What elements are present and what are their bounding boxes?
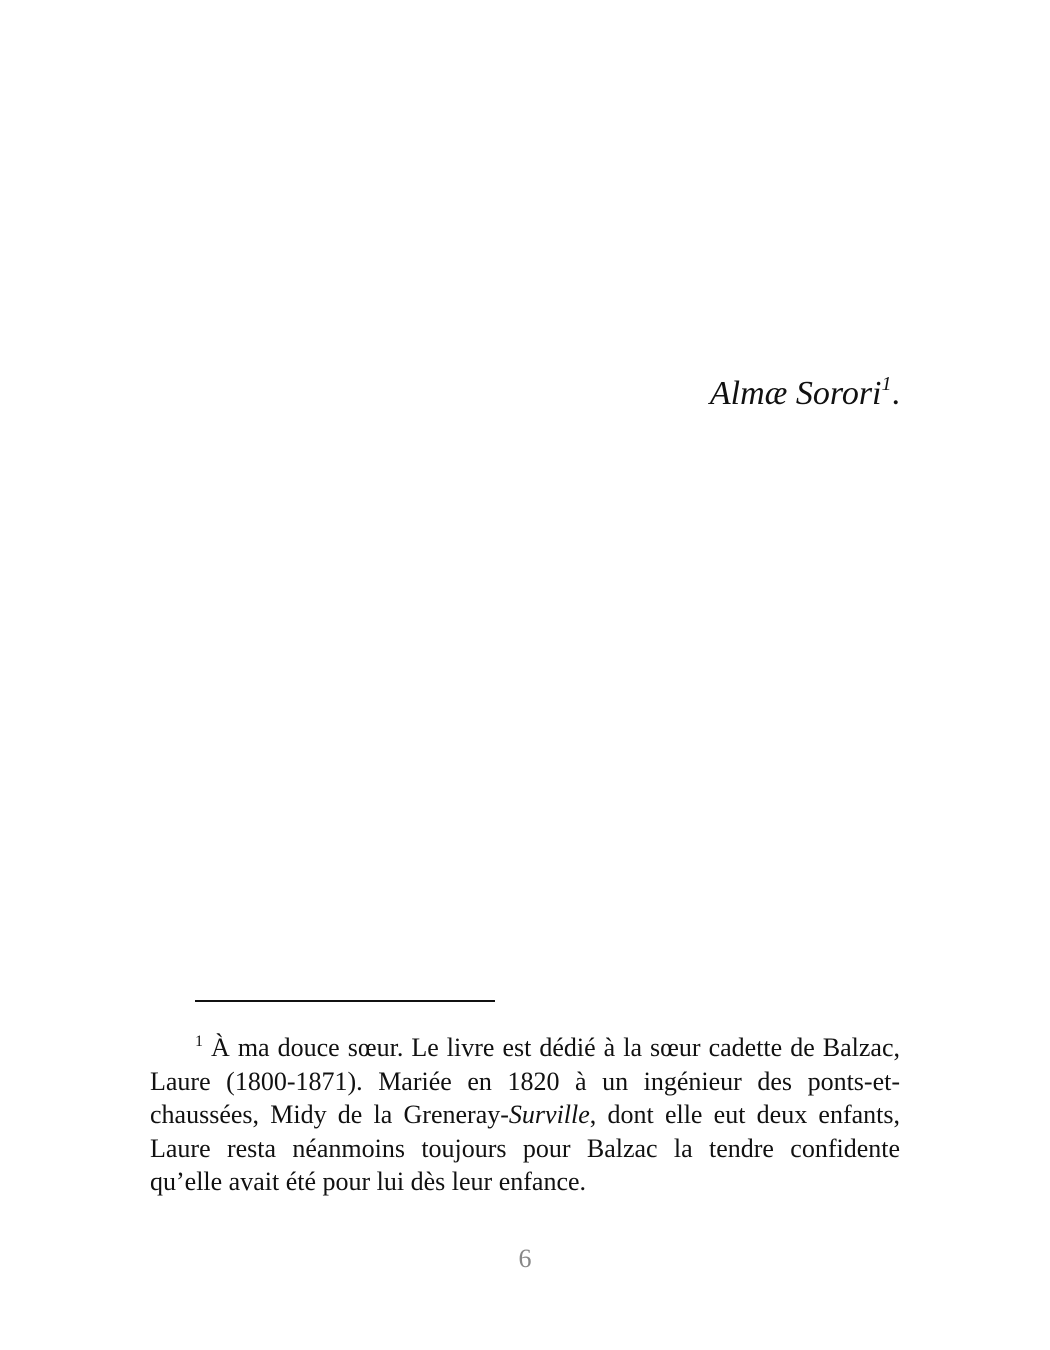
footnote-text-before: À ma douce sœur. Le livre est dédié à la sœur cadette de Balzac, Laure (1800-1871). Mariée en 1820 à un ingénieur des ponts-et-chaussées, Midy de la Greneray- [150, 1033, 900, 1130]
footnote-marker: 1 [195, 1033, 203, 1050]
footnote-text-after: , dont elle eut deux enfants, Laure resta néanmoins toujours pour Balzac la tendre confidente qu’elle avait été pour lui dès leur enfance. [150, 1100, 901, 1197]
footnote-reference[interactable]: 1 [881, 373, 892, 395]
page-number: 6 [518, 1244, 532, 1273]
dedication-text: Almæ Sorori [709, 375, 882, 412]
footnote-separator [195, 1000, 495, 1002]
dedication [710, 372, 900, 416]
dedication-period: . [891, 375, 900, 412]
footnote [150, 1031, 900, 1199]
footnote-italic-name: Surville [508, 1100, 590, 1130]
